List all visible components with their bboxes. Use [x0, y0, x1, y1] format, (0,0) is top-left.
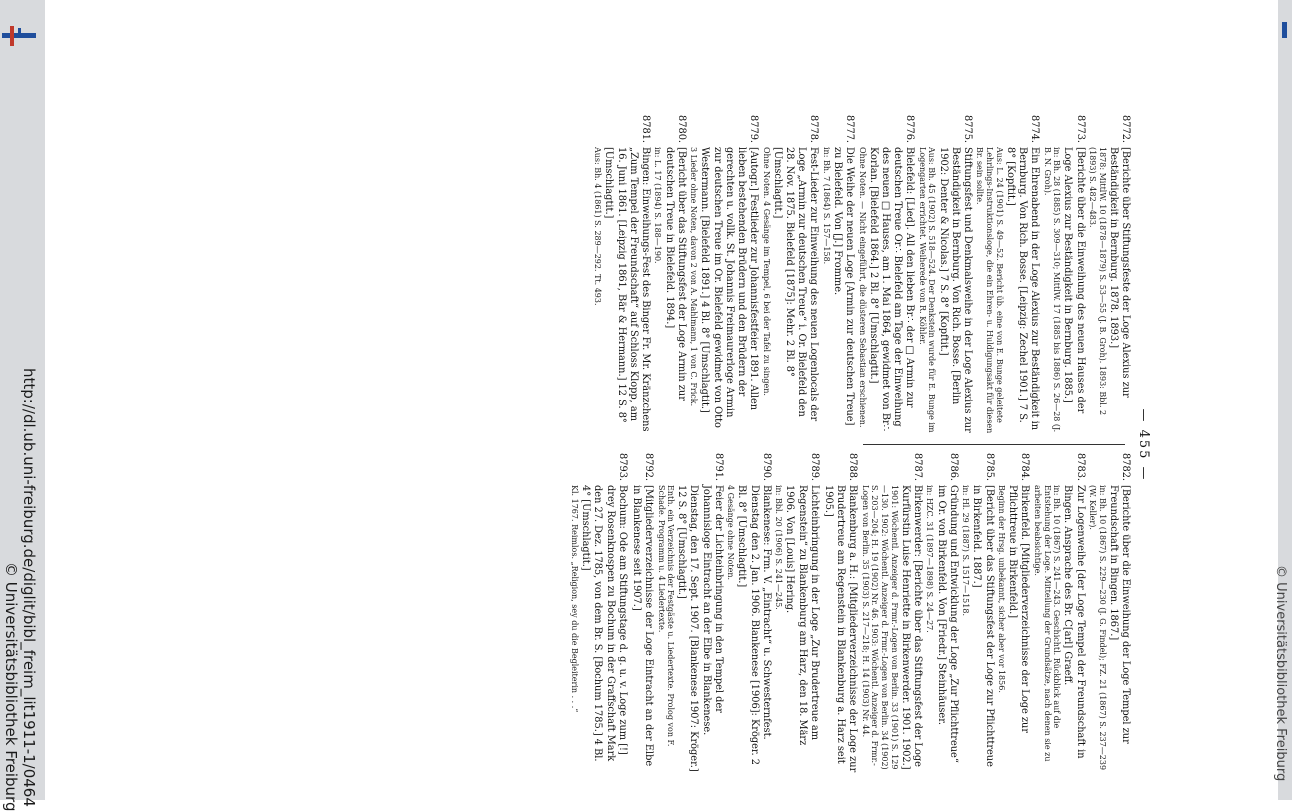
bibliography-entry — [857, 115, 915, 435]
entry-text: [Berichte über die Einweihung des neuen Hauses der Loge Alexius zur Beständigkeit in Bernburg. 1885.] — [1062, 147, 1086, 414]
entry-text: [Berichte über die Einweihung der Loge Tempel zur Freundschaft in Bingen. 1867.] — [1107, 485, 1131, 744]
bibliography-entry — [653, 115, 687, 435]
entry-number: 8791. — [712, 453, 724, 482]
bibliography-entry — [821, 115, 855, 435]
scanned-page — [45, 0, 1278, 800]
entry-text: Ein Ehrenabend in der Loge Alexius zur Beständigkeit in Bernburg. Von Rich. Bosse. [Leipzig: Zechel 1901.] 7 S. 8° [Kopftit.] — [1004, 147, 1041, 431]
entry-note: Kl. 1767. Reimlos. „Religion, sey du die Begleiterin . . .“ — [570, 485, 580, 713]
entry-number: 8790. — [760, 453, 772, 482]
entry-text: Die Weihe der neuen Loge [Armin zur deutschen Treue] zu Bielefeld. Von [J.] Fromme. — [831, 147, 856, 426]
bibliography-entry — [1088, 453, 1131, 773]
entry-number: 8788. — [847, 453, 859, 482]
right-column — [568, 453, 1131, 773]
entry-note: in: HZC. 31 (1897—1898) S. 24—27. — [925, 485, 935, 633]
bibliography-entry — [689, 115, 759, 435]
entry-text: Zur Logenweihe [der Loge Tempel der Freundschaft in Bingen. Ansprache des Br. C[arl] Graeff. — [1062, 485, 1086, 759]
entry-note: 1901: Wöchentl. Anzeiger d. Frmr.-Logen von Berlin. 33 (1901) S. 129—130. 1902: Wöchentl. Anzeiger d. Frmr.-Logen von Berlin. 34 (1902) S. 203—204; H. 19 (1902) Nr. 46. 1903: Wöchentl. Anzeiger d. Frmr.-Logen von Berlin. 35 (1903) S. 217—218; H. 14 (1903) Nr. 44. — [860, 485, 899, 770]
column-divider — [863, 444, 1125, 445]
bibliography-entry — [961, 453, 995, 773]
entry-number: 8789. — [808, 453, 820, 482]
library-logo-icon — [2, 26, 36, 46]
entry-text: [Mitgliederverzeichnisse der Loge Eintracht an der Elbe in Blankenese seit 1907.] — [630, 485, 654, 767]
entry-number: 8780. — [675, 115, 687, 144]
bibliography-entry — [975, 115, 1040, 435]
entry-text: Blankenese: Frm. V. „Eintracht“ u. Schwesternfest. Dienstag den 2. Jan. 1906. Blankenese [1906]: Kröger. 2 Bl. 8° [Umschlagtit.] — [736, 485, 772, 766]
entry-note: in: Bh. 28 (1885) S. 309—310; MittlW. 17 (1885 bis 1886) S. 26—28 (J. B. N. Groh). — [1042, 147, 1062, 433]
entry-number: 8784. — [1019, 453, 1031, 482]
page-header: — 455 — — [1136, 408, 1151, 482]
copyright-notice: © Universitätsbibliothek Freiburg — [2, 562, 20, 811]
entry-note: in: L. 17 (1894) S. 188—190. — [653, 147, 663, 264]
bibliography-entry — [822, 453, 858, 773]
entry-note: 4 Gesänge ohne Noten. — [726, 485, 736, 581]
entry-text: Stiftungsfest und Denkmalsweihe in der Loge Alexius zur Beständigkeit in Bernburg. Von Rich. Bosse. [Berlin 1902: Denter & Nicolas.] 7 S. 8° [Kopftit.] — [937, 147, 973, 433]
entry-text: Bochum: Ode am Stiftungstage d. g. u. v. Loge zum [!] drey Rosenknospen zu Bochum in der Graffschaft Mark den 27. Dez. 1785, von dem Br. S. [Bochum 1785.] 4 Bl. 4° [Umschlagtit.] — [580, 485, 628, 762]
entry-note: in: Hl. 29 (1887) S. 1517—1518. — [961, 485, 971, 616]
entry-number: 8775. — [961, 115, 973, 144]
entry-text: Gründung und Entwicklung der Loge „Zur Pflichttreue“ im Or. von Birkenfeld. Von [Friedr.] Steinhäuser. — [935, 485, 959, 763]
page-url[interactable]: http://dl.ub.uni-freiburg.de/diglit/bibl_freim_lit1911-1/0464 — [20, 368, 38, 807]
entry-text: Birkenwerder: [Berichte über das Stiftungsfest der Loge Kurfürstin Luise Henriette in Birkenwerder. 1901. 1902.] — [899, 485, 923, 770]
entry-text: [Bericht über das Stiftungsfest der Loge Armin zur deutschen Treue in Bielefeld. 1894.] — [663, 147, 687, 401]
entry-note: Ohne Noten. — Nicht eingeführt, die düsteren Sebastian erschienen. — [857, 147, 867, 428]
entry-note: Aus: Bh. 4 (1861) S. 289—292. Tt. 493. — [593, 147, 603, 306]
bibliography-entry — [1088, 115, 1131, 435]
entry-number: 8779. — [748, 115, 760, 144]
entry-note: Beginn der Hrsg. unbekannt, sicher aber vor 1856. — [997, 485, 1007, 693]
bibliography-entry — [917, 115, 973, 435]
bibliography-entry — [570, 453, 628, 773]
bibliography-entry — [656, 453, 724, 773]
library-logo-icon-right — [1282, 20, 1292, 40]
entry-text: [Autogr.] Festlieder zur Johannisfestfeier 1891. Allen lieben bestehenden Brüdern und den Brüdern der gerechten u. vollk. St. Johannis Freimaurerloge Armin zur deutschen Treue im Or. Bielefeld gewidmet von Otto Westermann. [Bielefeld 1891.] 4 Bl. 8° [Umschlagtit.] — [699, 147, 760, 428]
entry-number: 8785. — [983, 453, 995, 482]
entry-number: 8777. — [844, 115, 856, 144]
left-column — [591, 115, 1131, 435]
entry-note: in: Bbl. 20 (1906) S. 241—245. — [774, 485, 784, 610]
entry-note: Ohne Noten. 4 Gesänge im Tempel, 6 bei der Tafel zu singen. — [761, 147, 771, 396]
entry-text: Feier der Lichteinbringung in den Tempel der Johannisloge Eintracht an der Elbe in Blankenese. Dienstag, den 17. Sept. 1907. [Blankenese 1907: Kröger.] 12 S. 8° [Umschlagtit.] — [676, 485, 724, 772]
bibliography-entry — [593, 115, 651, 435]
entry-text: Lichteinbringung in der Loge „Zur Brudertreue am Regenstein“ zu Blankenburg am Harz, den 18. März 1906. Von [Louis] Hering. — [784, 485, 820, 746]
bibliography-entry — [997, 453, 1031, 773]
entry-number: 8787. — [911, 453, 923, 482]
entry-number: 8781. — [639, 115, 651, 144]
bibliography-entry — [1032, 453, 1085, 773]
entry-note: 3 Lieder ohne Noten, davon 2 von A. Mahlmann, 1 von C. Frick. — [689, 147, 699, 407]
entry-number: 8793. — [616, 453, 628, 482]
entry-number: 8778. — [808, 115, 820, 144]
entry-text: Birkenfeld. [Mitgliederverzeichnisse der Loge zur Pflichttreue in Birkenfeld.] — [1007, 485, 1031, 734]
entry-text: Bingen: Einweihungs-Fest des Binger Fr. Mr. Kränzchens „Zum Tempel der Freundschaft“ auf Schloss Klopp, am 16. Juni 1861. [Leipzig 1861, Bär & Hermann.] 12 S. 8° [Umschlagtit.] — [603, 147, 651, 432]
entry-note: Aus: L. 24 (1901) S. 49—52. Bericht üb. eine von E. Bunge geleitete Lehrlings-Instruktionsloge, die ein Ehren- u. Huldigungsakt für diesen Br. sein sollte. — [975, 147, 1004, 434]
book-page — [291, 115, 1151, 775]
bibliography-entry — [1042, 115, 1085, 435]
bibliography-entry — [774, 453, 820, 773]
bibliography-entry — [630, 453, 654, 773]
entry-note: in: Bh. 7 (1864) S. 157—158. — [821, 147, 831, 265]
bibliography-entry — [925, 453, 959, 773]
entry-number: 8774. — [1029, 115, 1041, 144]
entry-text: [Berichte über Stiftungsfeste der Loge Alexius zur Beständigkeit in Bernburg. 1878. 1893.] — [1107, 147, 1131, 398]
entry-note: in: Bh. 10 (1867) S. 229—230 (J. G. Findel); FZ. 21 (1867) S. 237—239 (W. Keller). — [1088, 485, 1107, 771]
entry-number: 8786. — [947, 453, 959, 482]
right-edge-notice: © Universitätsbibliothek Freiburg — [1273, 565, 1288, 782]
entry-note: 1878: MittlW. 10 (1878—1879) S. 53—55 (J. B. Groh). 1893: Bbl. 2 (1893) S. 482—483. — [1088, 147, 1107, 416]
entry-number: 8792. — [642, 453, 654, 482]
entry-text: [Bericht über das Stiftungsfest der Loge zur Pflichttreue in Birkenfeld. 1887.] — [971, 485, 995, 767]
entry-number: 8782. — [1120, 453, 1131, 482]
entry-note: in: Bh. 10 (1867) S. 241—243. Geschichtl. Rückblick auf die Entstehung der Loge. Mitteilung der Grundsätze, nach denen sie zu arbeiten beabsichtige. — [1033, 485, 1062, 762]
entry-text: Blankenburg a. H.: [Mitgliederverzeichnisse der Loge zur Brudertreue am Regenstein in Blankenburg a. Harz seit 1905.] — [822, 485, 859, 773]
entry-text: Fest-Lieder zur Einweihung des neuen Logenlocals der Loge „Armin zur deutschen Treue“ i. Or. Bielefeld den 28. Nov. 1875. Bielefeld [1875]: Mehr. 2 Bl. 8° [Umschlagtit.] — [771, 147, 820, 422]
entry-note: Aus: Bh. 45 (1902) S. 518—524. Der Denkstein wurde für E. Bunge im Logengarten errichtet. Weiherede von R. Köhler. — [917, 147, 937, 433]
entry-number: 8773. — [1074, 115, 1086, 144]
bibliography-entry — [761, 115, 819, 435]
bibliography-entry — [726, 453, 772, 773]
entry-note: Enth. ein Verzeichnis der Festgäste u. Liedertexte. Prolog von F. Schade. Programm u. 4 Liedertexte. — [656, 485, 676, 747]
bibliography-entry — [860, 453, 923, 773]
entry-text: Bielefeld: [Lied]. All den lieben Br∴ der □ Armin zur deutschen Treue Or∴ Bielefeld am Tage der Einweihung des neuen □ Hauses, am 1. Mai 1864, gewidmet von Br∴ Korlan. [Bielefeld 1864.] 2 Bl. 8° [Umschlagtit.] — [867, 147, 916, 431]
entry-number: 8772. — [1120, 115, 1131, 144]
entry-number: 8776. — [904, 115, 916, 144]
entry-number: 8783. — [1074, 453, 1086, 482]
